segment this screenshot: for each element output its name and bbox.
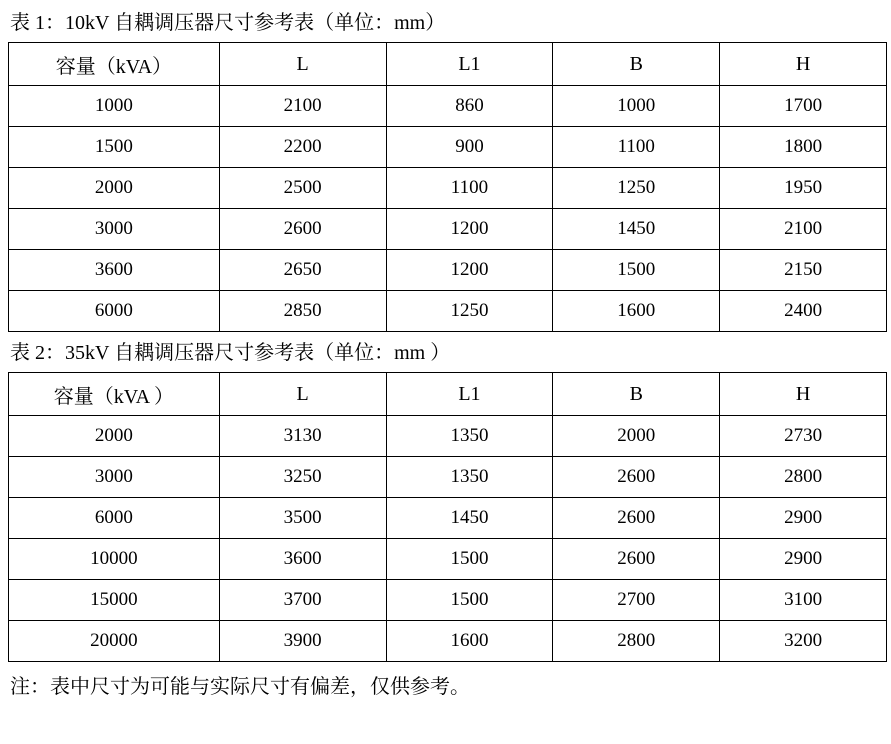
table-row: [9, 580, 887, 621]
table-row: [9, 498, 887, 539]
cell-b: 1500: [553, 250, 720, 291]
cell-capacity: 3000: [9, 209, 220, 250]
table-2: [8, 372, 887, 662]
cell-capacity: 6000: [9, 498, 220, 539]
cell-b: 2600: [553, 498, 720, 539]
table-1-caption: 表 1：10kV 自耦调压器尺寸参考表（单位：mm）: [10, 12, 446, 34]
column-header-l: L: [219, 43, 386, 86]
cell-b: 2600: [553, 539, 720, 580]
cell-h: 1700: [720, 86, 887, 127]
column-header-b: B: [553, 43, 720, 86]
cell-h: 2400: [720, 291, 887, 332]
cell-h: 2100: [720, 209, 887, 250]
cell-h: 1800: [720, 127, 887, 168]
cell-b: 1100: [553, 127, 720, 168]
table-row: [9, 457, 887, 498]
cell-l1: 1350: [386, 416, 553, 457]
table-row: [9, 250, 887, 291]
cell-l1: 1250: [386, 291, 553, 332]
cell-capacity: 3000: [9, 457, 220, 498]
cell-l1: 1100: [386, 168, 553, 209]
column-header-l1: L1: [386, 43, 553, 86]
table-1: [8, 42, 887, 332]
table-header-row: [9, 373, 887, 416]
cell-b: 1000: [553, 86, 720, 127]
cell-l1: 1200: [386, 209, 553, 250]
table-header-row: [9, 43, 887, 86]
cell-b: 2000: [553, 416, 720, 457]
cell-l1: 900: [386, 127, 553, 168]
cell-l: 2200: [219, 127, 386, 168]
cell-h: 1950: [720, 168, 887, 209]
table-row: [9, 127, 887, 168]
cell-h: 2730: [720, 416, 887, 457]
cell-l: 2600: [219, 209, 386, 250]
cell-capacity: 15000: [9, 580, 220, 621]
cell-l1: 1600: [386, 621, 553, 662]
cell-b: 2800: [553, 621, 720, 662]
cell-l1: 1450: [386, 498, 553, 539]
cell-l: 3500: [219, 498, 386, 539]
cell-b: 2600: [553, 457, 720, 498]
cell-capacity: 3600: [9, 250, 220, 291]
cell-b: 1600: [553, 291, 720, 332]
cell-capacity: 1500: [9, 127, 220, 168]
cell-l1: 860: [386, 86, 553, 127]
cell-h: 2900: [720, 539, 887, 580]
cell-capacity: 2000: [9, 168, 220, 209]
cell-capacity: 10000: [9, 539, 220, 580]
cell-l: 2850: [219, 291, 386, 332]
table-row: [9, 291, 887, 332]
cell-capacity: 2000: [9, 416, 220, 457]
column-header-l: L: [219, 373, 386, 416]
cell-l: 3130: [219, 416, 386, 457]
table-row: [9, 621, 887, 662]
cell-h: 2900: [720, 498, 887, 539]
column-header-capacity: 容量（kVA）: [9, 43, 220, 86]
cell-l: 3600: [219, 539, 386, 580]
cell-l1: 1350: [386, 457, 553, 498]
cell-h: 2800: [720, 457, 887, 498]
table-2-caption: 表 2：35kV 自耦调压器尺寸参考表（单位：mm ）: [10, 342, 451, 364]
cell-capacity: 1000: [9, 86, 220, 127]
table-row: [9, 539, 887, 580]
column-header-h: H: [720, 43, 887, 86]
cell-l1: 1200: [386, 250, 553, 291]
column-header-h: H: [720, 373, 887, 416]
table-row: [9, 168, 887, 209]
column-header-l1: L1: [386, 373, 553, 416]
cell-capacity: 6000: [9, 291, 220, 332]
cell-l1: 1500: [386, 539, 553, 580]
cell-h: 3200: [720, 621, 887, 662]
table-row: [9, 86, 887, 127]
cell-l: 2500: [219, 168, 386, 209]
table-row: [9, 416, 887, 457]
footnote: 注：表中尺寸为可能与实际尺寸有偏差，仅供参考。: [10, 676, 470, 698]
cell-l: 2100: [219, 86, 386, 127]
table-row: [9, 209, 887, 250]
column-header-capacity: 容量（kVA ）: [9, 373, 220, 416]
cell-l1: 1500: [386, 580, 553, 621]
cell-b: 1250: [553, 168, 720, 209]
column-header-b: B: [553, 373, 720, 416]
cell-h: 2150: [720, 250, 887, 291]
cell-h: 3100: [720, 580, 887, 621]
cell-l: 3250: [219, 457, 386, 498]
cell-l: 2650: [219, 250, 386, 291]
cell-b: 2700: [553, 580, 720, 621]
cell-capacity: 20000: [9, 621, 220, 662]
cell-l: 3900: [219, 621, 386, 662]
cell-l: 3700: [219, 580, 386, 621]
cell-b: 1450: [553, 209, 720, 250]
